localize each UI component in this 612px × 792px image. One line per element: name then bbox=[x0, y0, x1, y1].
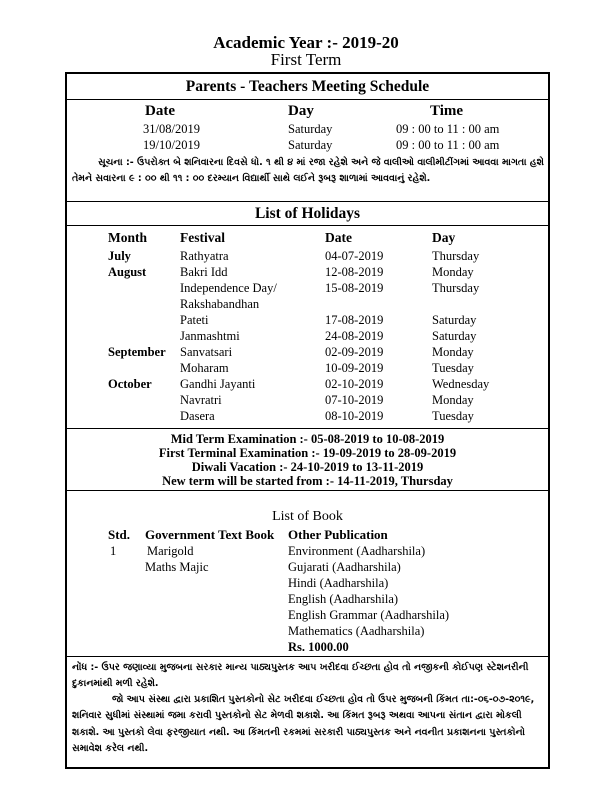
holiday-festival-cell: Independence Day/ bbox=[180, 281, 277, 295]
holiday-festival-cell: Navratri bbox=[180, 393, 222, 407]
divider bbox=[65, 656, 550, 657]
holiday-date-cell: 12-08-2019 bbox=[325, 265, 384, 279]
other-book-item: Hindi (Aadharshila) bbox=[288, 576, 389, 590]
govt-book-item: Maths Majic bbox=[145, 560, 209, 574]
holiday-festival-cell: Bakri Idd bbox=[180, 265, 228, 279]
holidays-section-title: List of Holidays bbox=[254, 205, 361, 222]
holiday-day-cell: Tuesday bbox=[432, 361, 474, 375]
ptm-day-header: Day bbox=[288, 103, 314, 119]
other-book-item: Environment (Aadharshila) bbox=[288, 544, 426, 558]
footer-note-publication-set: જો આપ સંસ્થા દ્વારા પ્રકાશિત પુસ્તકોનો સેટ ખરીદવા ઈચ્છતા હોવ તો ઉપર મુજબની કિંમત તા:-૦૬-૦૭-૨૦૧૯, શનિવાર સુધીમાં સંસ્થામાં જમા કરાવી પુસ્તકોનો સેટ મેળવી શકાશે. આ કિંમત રૂબરૂ અથવા આપના સંતાન દ્વારા મોકલી શકાશે. આ પુસ્તકો લેવા ફરજીયાત નથી. આ કિંમતની રકમમાં સરકારી પાઠ્યપુસ્તક અને નવનીત પ્રકાશનના પુસ્તકોનો સમાવેશ કરેલ નથી. bbox=[72, 694, 535, 754]
first-terminal-exam-line: First Terminal Examination :- 19-09-2019 to 28-09-2019 bbox=[158, 446, 457, 460]
holiday-day-cell: Monday bbox=[432, 345, 474, 359]
holiday-festival-cell: Moharam bbox=[180, 361, 229, 375]
ptm-time-header: Time bbox=[430, 103, 464, 119]
books-govt-header: Government Text Book bbox=[145, 527, 275, 542]
holiday-month-cell: July bbox=[108, 249, 131, 263]
holiday-festival-cell: Rakshabandhan bbox=[180, 297, 260, 311]
mid-term-exam-line: Mid Term Examination :- 05-08-2019 to 10-08-2019 bbox=[170, 432, 445, 446]
holiday-day-cell: Saturday bbox=[432, 329, 477, 343]
holiday-date-cell: 08-10-2019 bbox=[325, 409, 384, 423]
ptm-day-cell: Saturday bbox=[288, 138, 333, 152]
holiday-day-cell: Wednesday bbox=[432, 377, 490, 391]
ptm-date-header: Date bbox=[145, 103, 175, 119]
holiday-date-header: Date bbox=[325, 230, 352, 245]
other-book-item: Gujarati (Aadharshila) bbox=[288, 560, 401, 574]
ptm-time-cell: 09 : 00 to 11 : 00 am bbox=[396, 122, 500, 136]
holiday-festival-cell: Gandhi Jayanti bbox=[180, 377, 256, 391]
term-subtitle: First Term bbox=[270, 50, 342, 69]
holiday-festival-cell: Pateti bbox=[180, 313, 209, 327]
divider bbox=[65, 99, 550, 100]
holiday-festival-cell: Janmashtmi bbox=[180, 329, 240, 343]
ptm-date-cell: 31/08/2019 bbox=[143, 122, 200, 136]
other-book-item: English Grammar (Aadharshila) bbox=[288, 608, 450, 622]
books-section-title: List of Book bbox=[272, 509, 343, 524]
holiday-date-cell: 04-07-2019 bbox=[325, 249, 384, 263]
ptm-day-cell: Saturday bbox=[288, 122, 333, 136]
holiday-date-cell: 02-10-2019 bbox=[325, 377, 384, 391]
holiday-festival-cell: Sanvatsari bbox=[180, 345, 233, 359]
ptm-section-title: Parents - Teachers Meeting Schedule bbox=[185, 78, 430, 95]
books-std-cell: 1 bbox=[110, 544, 117, 558]
holiday-date-cell: 02-09-2019 bbox=[325, 345, 384, 359]
holiday-day-header: Day bbox=[432, 230, 456, 245]
holiday-day-cell: Tuesday bbox=[432, 409, 474, 423]
holiday-date-cell: 07-10-2019 bbox=[325, 393, 384, 407]
other-book-item: English (Aadharshila) bbox=[288, 592, 399, 606]
new-term-line: New term will be started from :- 14-11-2019, Thursday bbox=[162, 474, 453, 488]
other-book-item: Mathematics (Aadharshila) bbox=[288, 624, 425, 638]
holiday-day-cell: Monday bbox=[432, 393, 474, 407]
books-other-header: Other Publication bbox=[288, 527, 388, 542]
holiday-month-header: Month bbox=[108, 230, 148, 245]
books-std-header: Std. bbox=[108, 527, 131, 542]
diwali-vacation-line: Diwali Vacation :- 24-10-2019 to 13-11-2019 bbox=[191, 460, 424, 474]
divider bbox=[65, 201, 550, 202]
holiday-day-cell: Thursday bbox=[432, 281, 480, 295]
holiday-month-cell: September bbox=[108, 345, 166, 359]
holiday-day-cell: Monday bbox=[432, 265, 474, 279]
holiday-day-cell: Saturday bbox=[432, 313, 477, 327]
academic-year-title: Academic Year :- 2019-20 bbox=[213, 33, 399, 52]
holiday-festival-header: Festival bbox=[180, 230, 225, 245]
holiday-month-cell: October bbox=[108, 377, 152, 391]
ptm-time-cell: 09 : 00 to 11 : 00 am bbox=[396, 138, 500, 152]
ptm-date-cell: 19/10/2019 bbox=[143, 138, 200, 152]
govt-book-item: Marigold bbox=[147, 544, 194, 558]
ptm-gujarati-note: સૂચના :- ઉપરોક્ત બે શનિવારના દિવસે ધો. ૧ થી ૪ માં રજા રહેશે અને જે વાલીઓ વાલીમીટીંગમાં આવવા માગતા હશે તેમને સવારના ૯ : ૦૦ થી ૧૧ : ૦૦ દરમ્યાન વિદ્યાર્થી સાથે લઈને રૂબરૂ શાળામાં આવવાનું રહેશે. bbox=[72, 157, 544, 184]
holiday-date-cell: 17-08-2019 bbox=[325, 313, 384, 327]
divider bbox=[65, 490, 550, 491]
holiday-festival-cell: Rathyatra bbox=[180, 249, 229, 263]
holiday-date-cell: 24-08-2019 bbox=[325, 329, 384, 343]
holiday-month-cell: August bbox=[108, 265, 147, 279]
books-total-price: Rs. 1000.00 bbox=[288, 640, 349, 654]
holiday-date-cell: 15-08-2019 bbox=[325, 281, 384, 295]
divider bbox=[65, 428, 550, 429]
holiday-day-cell: Thursday bbox=[432, 249, 480, 263]
holiday-date-cell: 10-09-2019 bbox=[325, 361, 384, 375]
holiday-festival-cell: Dasera bbox=[180, 409, 215, 423]
footer-note-stationery: નોંધ :- ઉપર જણાવ્યા મુજબના સરકાર માન્ય પાઠ્યપુસ્તક આપ ખરીદવા ઈચ્છતા હોવ તો નજીકની કોઈપણ સ્ટેશનરીની દુકાનમાંથી મળી રહેશે. bbox=[72, 662, 529, 689]
divider bbox=[65, 225, 550, 226]
